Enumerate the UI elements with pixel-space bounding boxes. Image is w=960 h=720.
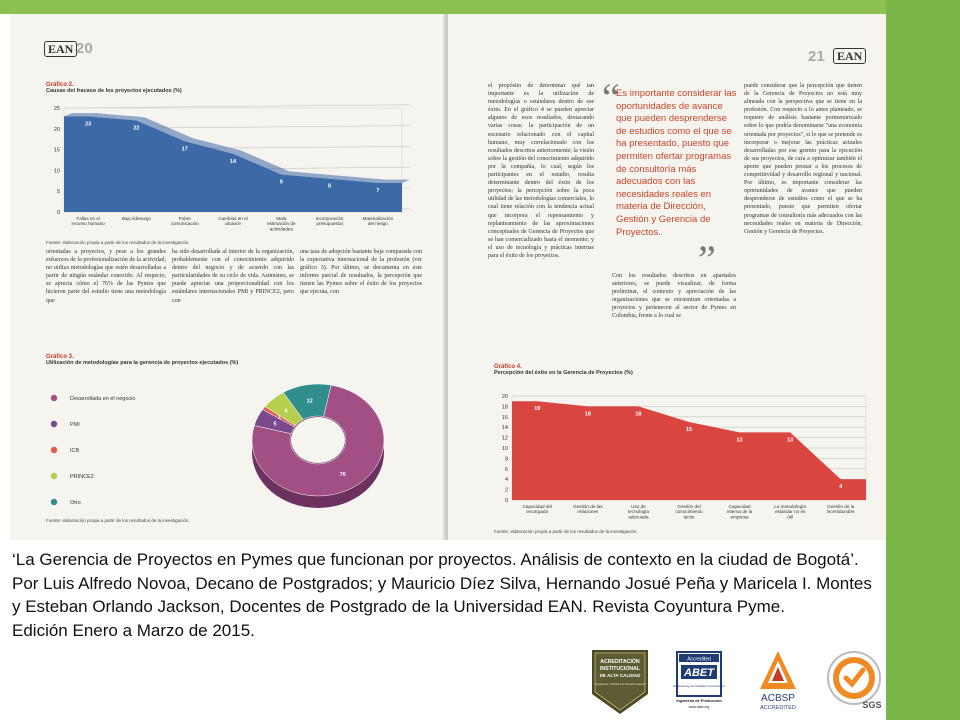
chart2-area-chart bbox=[32, 100, 427, 238]
legend-label: Otro bbox=[70, 500, 81, 506]
chart4-data-label: 13 bbox=[787, 437, 794, 444]
chart4-category-label: Capacidad del encargado bbox=[522, 504, 552, 515]
text-column: orientadas a proyectos, y pese a los grandes esfuerzos de la profesionalización de la actividad, no utiliza metodologías que estén desarrolladas a partir de ningún estándar conocido. Al respecto, se aprecia cómo el 76% de las Pymes que hicieron parte del estudio tiene una metodología que bbox=[46, 249, 166, 304]
chart2-data-label: 7 bbox=[376, 187, 380, 194]
chart4-data-label: 19 bbox=[534, 406, 541, 413]
y-tick-label: 18 bbox=[501, 404, 508, 411]
seal-text: ACCREDITED bbox=[760, 705, 796, 711]
top-green-strip bbox=[0, 0, 886, 14]
legend-swatch bbox=[51, 395, 57, 401]
chart4-category-label: Gestión de la incertidumbre bbox=[826, 504, 855, 515]
seal-text: Engineering Accreditation Commission bbox=[673, 684, 725, 688]
y-tick-label: 0 bbox=[504, 498, 508, 504]
y-tick-label: 12 bbox=[501, 435, 508, 442]
chart2-subtitle: Causas del fracaso de los proyectos ejecutados (%) bbox=[46, 88, 182, 94]
y-tick-label: 15 bbox=[53, 147, 60, 154]
text-column: una tasa de adopción bastante baja comparada con la expectativa internacional de la profesión (ver gráfico 3). Por último, se documenta en este informe parcial de resultados, la percepción que tienen las Pymes sobre el éxito de los proyectos que ejecuta, con bbox=[300, 249, 422, 296]
pull-quote: Es importante considerar las oportunidades de avance que pueden desprenderse de estudios como el que se ha presentado, puesto que permiten ofertar programas de consultoría más adecuados con las necesidades reales en materia de Dirección, Gestión y Gerencia de Proyectos. bbox=[616, 88, 737, 238]
chart3-donut-chart bbox=[36, 370, 431, 518]
seal-text: Otorgada por el Ministerio de Educación Nacional bbox=[594, 684, 646, 686]
chart2-category-label: Fallas en el recurso humano bbox=[71, 216, 105, 227]
chart2-category-label: Bajo liderazgo bbox=[121, 216, 151, 221]
y-tick-label: 0 bbox=[56, 210, 60, 216]
y-tick-label: 10 bbox=[501, 446, 508, 452]
chart2-category-label: Materialización del riesgo bbox=[362, 216, 394, 227]
donut-hole bbox=[291, 417, 345, 463]
abet-seal bbox=[673, 651, 725, 711]
seal-text: SGS bbox=[862, 700, 882, 710]
chart2-category-label: Incorporación presupuestal bbox=[315, 216, 344, 227]
seal-text: ACREDITACIÓN bbox=[600, 659, 640, 665]
seal-text: ACBSP bbox=[761, 693, 795, 704]
chart4-data-label: 4 bbox=[839, 484, 843, 491]
chart3-subtitle: Utilización de metodologías para la gerencia de proyectos ejecutados (%) bbox=[46, 360, 239, 366]
legend-swatch bbox=[51, 447, 57, 453]
legend-swatch bbox=[51, 499, 57, 505]
acreditacion-seal bbox=[588, 648, 652, 716]
text-column: ha sido desarrollada al interior de la organización, probablemente con el conocimiento adquirido dentro del negocio y de acuerdo con las particularidades de su ciclo de vida. Asimismo, se puede apreciar una proporcionalidad con los estándares internacionales PMI y PRINCE2, pero con bbox=[172, 249, 294, 304]
chart4-subtitle: Percepción del éxito en la Gerencia de Proyectos (%) bbox=[494, 370, 633, 376]
chart4-data-label: 15 bbox=[685, 427, 693, 433]
chart4-category-label: Gestión de las relaciones bbox=[573, 504, 603, 515]
gridline bbox=[64, 105, 410, 108]
text-column: puede considerar que la percepción que tienen de la Gerencia de Proyectos no está muy alineada con la perspectiva que se tiene en la profesión. Con respecto a lo antes planteado, se requiere de análisis bastante pormenorizado sobre lo que podría denominarse "una economía orientada por proyectos", si lo que se pretende es incorporar o mejorar las prácticas actuales desarrolladas por ese gremio para la ejecución de sus proyectos, de cara a optimizar también el aporte que pueden prestar a los procesos de competitividad y desarrollo regional y nacional. Por último, es importante considerar las oportunidades de avance que pueden desprenderse de estudios como el que se ha presentado, puesto que permiten ofertar programas de consultoría más adecuados con las necesidades reales en materia de Dirección, Gestión y Gerencia de Proyectos. bbox=[744, 83, 862, 235]
chart4-area-chart bbox=[478, 382, 880, 532]
legend-label: PMI bbox=[70, 422, 80, 428]
chart4-data-label: 18 bbox=[635, 411, 642, 418]
page-number: 21 bbox=[808, 48, 825, 65]
y-tick-label: 25 bbox=[53, 106, 60, 112]
text-column: el propósito de determinar qué tan importante es la utilización de metodologías o estándares dentro de ese éxito. En el gráfico 4 se pueden apreciar algunos de esos resultados, destacando varias cosas: la participación de un escenario relacionado con el capital humano, muy correlacionado con los resultados descritos anteriormente; la visión sobre la gestión del conocimiento adquirido por la compañía, lo cual, según los participantes en el estudio, resulta determinante dentro del éxito de los proyectos; la percepción sobre la poca utilidad de las metodologías comerciales, lo cual tiene relación con la tendencia actual que incorpora el repensamiento y replanteamiento de las aproximaciones conceptuales de Gerencia de Proyectos que se han comercializado hasta el momento; y el uso de tecnología y prácticas internas para el éxito de los proyectos. bbox=[488, 83, 594, 259]
y-tick-label: 20 bbox=[53, 126, 60, 133]
y-tick-label: 16 bbox=[501, 414, 508, 421]
chart4-label: Gráfico 4. bbox=[494, 364, 522, 370]
chart4-source: Fuente: elaboración propia a partir de los resultados de la investigación. bbox=[494, 529, 638, 534]
legend-label: ICB bbox=[70, 448, 80, 454]
chart2-data-label: 8 bbox=[328, 183, 332, 190]
y-tick-label: 5 bbox=[56, 189, 60, 196]
chart2-data-label: 9 bbox=[279, 179, 283, 186]
chart2-source: Fuente: elaboración propia a partir de los resultados de la investigación. bbox=[46, 240, 190, 245]
seal-text: Accredited bbox=[687, 656, 711, 663]
chart4-category-label: La metodología estándar no es útil bbox=[774, 504, 806, 520]
donut-data-label: 12 bbox=[306, 398, 313, 405]
chart3-label: Gráfico 3. bbox=[46, 354, 74, 360]
chart4-category-label: Capacidad interna de la empresa bbox=[726, 504, 753, 520]
series-area bbox=[512, 401, 866, 500]
text-column: Con los resultados descritos en apartados anteriores, se puede visualizar, de forma preliminar, el contexto y apreciación de las organizaciones que se encuentran orientadas a proyectos y pertenecen al sector de Pymes en Colombia, frente a lo cual se bbox=[612, 273, 736, 320]
chart2-category-label: Mala estimación de actividades bbox=[267, 216, 296, 232]
ean-logo: EAN bbox=[44, 41, 77, 57]
chart3-source: Fuente: elaboración propia a partir de los resultados de la investigación. bbox=[46, 518, 190, 523]
chart4-data-label: 18 bbox=[584, 411, 591, 418]
donut-data-label: 76 bbox=[339, 472, 346, 479]
y-tick-label: 6 bbox=[504, 466, 508, 473]
citation-text: ‘La Gerencia de Proyectos en Pymes que funcionan por proyectos. Análisis de contexto en la ciudad de Bogotá’. Por Luis Alfredo Novoa, Decano de Postgrados; y Mauricio Díez Silva, Hernando Josué Peña y Maricela I. Montes y Esteban Orlando Jackson, Docentes de Postgrado de la Universidad EAN. Revista Coyuntura Pyme. bbox=[12, 550, 872, 616]
chart2-data-label: 14 bbox=[229, 158, 237, 165]
page-number: 20 bbox=[76, 40, 93, 57]
seal-text: ABET bbox=[684, 667, 714, 679]
legend-label: Desarrollada en el negocio bbox=[70, 396, 136, 402]
acbsp-seal bbox=[752, 649, 804, 713]
chart2-category-label: Cambios en el alcance bbox=[218, 216, 248, 227]
chart2-data-label: 17 bbox=[181, 146, 188, 153]
seal-text: INSTITUCIONAL bbox=[599, 666, 641, 672]
chart4-category-label: Uso de tecnología adecuada bbox=[627, 504, 650, 520]
seal-text: Ingeniería de Producción bbox=[676, 699, 722, 703]
citation-caption bbox=[12, 548, 882, 642]
y-tick-label: 2 bbox=[504, 487, 508, 494]
chart2-data-label: 22 bbox=[133, 125, 140, 132]
donut-data-label: 5 bbox=[273, 421, 277, 428]
close-quote-icon: ” bbox=[698, 237, 716, 282]
left-page bbox=[10, 14, 446, 540]
legend-swatch bbox=[51, 421, 57, 427]
y-tick-label: 8 bbox=[504, 456, 508, 463]
y-tick-label: 10 bbox=[53, 168, 60, 175]
legend-swatch bbox=[51, 473, 57, 479]
chart2-data-label: 23 bbox=[85, 121, 92, 128]
chart4-data-label: 13 bbox=[736, 437, 743, 444]
donut-data-label: 1 bbox=[277, 415, 281, 422]
y-tick-label: 4 bbox=[504, 477, 508, 484]
chart2-category-label: Pobre comunicación bbox=[170, 216, 199, 227]
open-quote-icon: “ bbox=[602, 75, 620, 120]
right-green-bar bbox=[886, 0, 960, 720]
legend-label: PRINCE2 bbox=[70, 474, 94, 480]
seal-text: DE ALTA CALIDAD bbox=[599, 673, 641, 678]
y-tick-label: 20 bbox=[501, 394, 508, 400]
chart2-label: Gráfico 2. bbox=[46, 82, 74, 88]
chart4-category-label: Gestión del conocimiento tácito bbox=[675, 504, 703, 520]
seal-text: www.abet.org bbox=[688, 705, 710, 709]
sgs-seal bbox=[826, 650, 886, 712]
magazine-spread-image bbox=[10, 14, 886, 540]
donut-data-label: 6 bbox=[284, 408, 288, 415]
ean-logo: EAN bbox=[833, 48, 866, 64]
edition-text: Edición Enero a Marzo de 2015. bbox=[12, 620, 255, 640]
y-tick-label: 14 bbox=[501, 425, 508, 432]
right-page bbox=[448, 14, 886, 540]
